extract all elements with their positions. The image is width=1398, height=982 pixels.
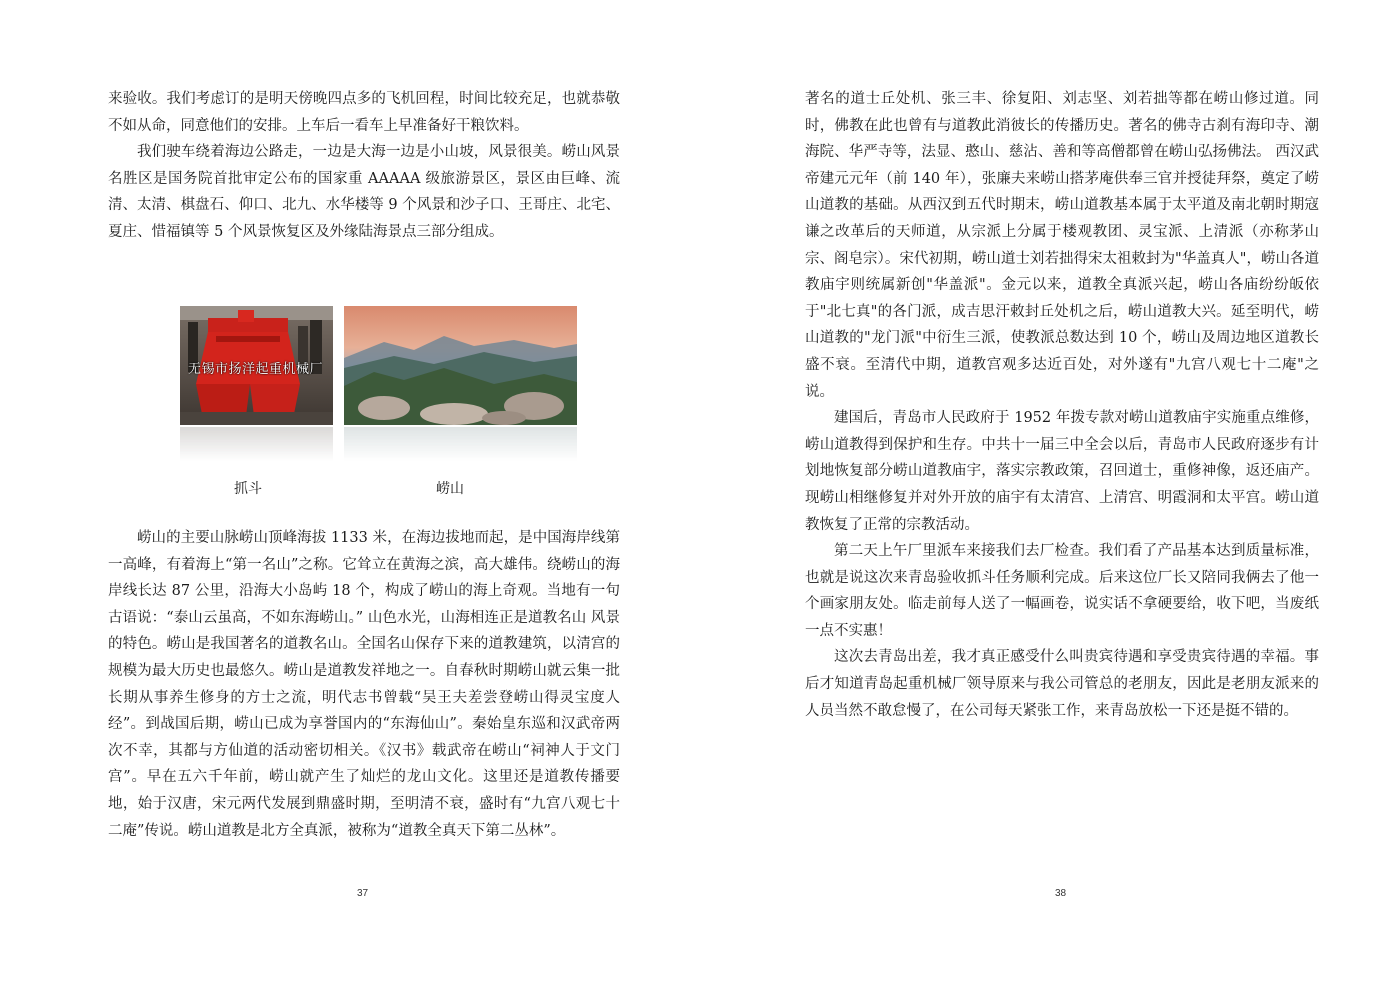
laoshan-reflection [344, 427, 577, 461]
grab-bucket-reflection [180, 427, 333, 461]
left-text-bottom [108, 525, 620, 844]
right-page [699, 0, 1398, 982]
paragraph: 这次去青岛出差，我才真正感受什么叫贵宾待遇和享受贵宾待遇的幸福。事后才知道青岛起重机械厂领导原来与我公司管总的老朋友，因此是老朋友派来的人员当然不敢怠慢了，在公司每天紧张工作，来青岛放松一下还是挺不错的。 [805, 649, 1319, 719]
left-text-top [108, 86, 620, 246]
paragraph: 来验收。我们考虑订的是明天傍晚四点多的飞机回程，时间比较充足，也就恭敬不如从命，同意他们的安排。上车后一看车上早准备好干粮饮料。 [108, 91, 620, 134]
paragraph: 著名的道士丘处机、张三丰、徐复阳、刘志坚、刘若拙等都在崂山修过道。同时，佛教在此也曾有与道教此消彼长的传播历史。著名的佛寺古刹有海印寺、潮海院、华严寺等，法显、憨山、慈沾、善和等高僧都曾在崂山弘扬佛法。 西汉武帝建元元年（前 140 年），张廉夫来崂山搭茅庵供奉三官并授徒拜祭，奠定了崂山道教的基础。从西汉到五代时期末，崂山道教基本属于太平道及南北朝时期寇谦之改革后的天师道，从宗派上分属于楼观教团、灵宝派、上清派（亦称茅山宗、阁皂宗）。宋代初期，崂山道士刘若拙得宋太祖敕封为"华盖真人"，崂山各道教庙宇则统属新创"华盖派"。金元以来，道教全真派兴起，崂山各庙纷纷皈依于"北七真"的各门派，成吉思汗敕封丘处机之后，崂山道教大兴。延至明代，崂山道教的"龙门派"中衍生三派，使教派总数达到 10 个，崂山及周边地区道教长盛不衰。至清代中期，道教宫观多达近百处，对外遂有"九宫八观七十二庵"之说。 [805, 91, 1319, 400]
laoshan-mountain-photo [344, 306, 577, 425]
paragraph: 我们驶车绕着海边公路走，一边是大海一边是小山坡，风景很美。崂山风景名胜区是国务院首批审定公布的国家重 AAAAA 级旅游景区，景区由巨峰、流清、太清、棋盘石、仰口、北九、水华楼等 9 个风景和沙子口、王哥庄、北宅、夏庄、惜福镇等 5 个风景恢复区及外缘陆海景点三部分组成。 [108, 144, 620, 240]
paragraph: 建国后，青岛市人民政府于 1952 年拨专款对崂山道教庙宇实施重点维修，崂山道教得到保护和生存。中共十一届三中全会以后，青岛市人民政府逐步有计划地恢复部分崂山道教庙宇，落实宗教政策，召回道士，重修神像，返还庙产。现崂山相继修复并对外开放的庙宇有太清宫、上清宫、明霞洞和太平宫。崂山道教恢复了正常的宗教活动。 [805, 410, 1319, 533]
grab-bucket-photo [180, 306, 333, 425]
watermark-text: 无锡市扬洋起重机械厂 [188, 362, 324, 377]
grab-bucket-figure [180, 306, 333, 461]
laoshan-figure [344, 306, 577, 461]
paragraph: 第二天上午厂里派车来接我们去厂检查。我们看了产品基本达到质量标准，也就是说这次来青岛验收抓斗任务顺利完成。后来这位厂长又陪同我俩去了他一个画家朋友处。临走前每人送了一幅画卷，说实话不拿硬要给，收下吧，当废纸一点不实惠！ [805, 543, 1319, 639]
figure-caption: 抓斗 [234, 481, 262, 497]
right-text [805, 86, 1319, 724]
page-number: 38 [1055, 888, 1067, 899]
page-number: 37 [357, 888, 369, 899]
paragraph: 崂山的主要山脉崂山顶峰海拔 1133 米，在海边拔地而起，是中国海岸线第一高峰，有着海上“第一名山”之称。它耸立在黄海之滨，高大雄伟。绕崂山的海岸线长达 87 公里，沿海大小岛屿 18 个，构成了崂山的海上奇观。当地有一句古语说：“泰山云虽高，不如东海崂山。” 山色水光，山海相连正是道教名山 风景的特色。崂山是我国著名的道教名山。全国名山保存下来的道教建筑，以清宫的规模为最大历史也最悠久。崂山是道教发祥地之一。自春秋时期崂山就云集一批长期从事养生修身的方士之流，明代志书曾载“吴王夫差尝登崂山得灵宝度人经”。到战国后期，崂山已成为享誉国内的“东海仙山”。秦始皇东巡和汉武帝两次不幸，其都与方仙道的活动密切相关。《汉书》载武帝在崂山“祠神人于文门宫”。早在五六千年前，崂山就产生了灿烂的龙山文化。这里还是道教传播要地，始于汉唐，宋元两代发展到鼎盛时期，至明清不衰，盛时有“九宫八观七十二庵”传说。崂山道教是北方全真派，被称为“道教全真天下第二丛林”。 [108, 530, 620, 839]
figure-caption: 崂山 [436, 481, 464, 497]
